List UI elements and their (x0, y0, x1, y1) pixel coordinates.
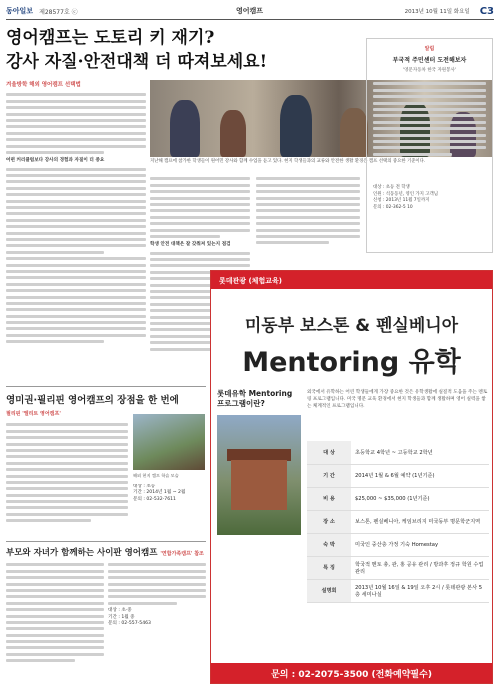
issue-number: 제28577호 ⓒ (39, 8, 78, 16)
article2-info-period: 기간 : 2014년 1월 ~ 2월 (133, 490, 186, 496)
article1-subtitle: 겨울방학 해외 영어캠프 선택법 (6, 82, 81, 88)
issue-date: 2013년 10월 11일 화요일 (404, 9, 470, 15)
article3-info-period: 기간 : 1월 중 (108, 614, 135, 620)
notice-subtitle: '영문자동차 한국 자원봉사' (402, 68, 457, 73)
article3-info-contact: 문의 : 02-557-5463 (108, 620, 151, 626)
page-number: C3 (479, 5, 494, 17)
headline-line-1: 영어캠프는 도토리 키 재기? (6, 28, 215, 48)
notice-body (373, 79, 486, 179)
table-row (307, 510, 489, 533)
ad-row-value: 2014년 1월 & 6월 예약 (1년기준) (351, 464, 489, 487)
table-row (307, 464, 489, 487)
table-row (307, 579, 489, 602)
article3-title (6, 546, 204, 558)
ad-row-key: 기 간 (307, 464, 351, 487)
camp-building-photo (133, 414, 205, 470)
article2-photo-caption: 해외 현지 캠프 학습 모습 (133, 473, 179, 478)
page-header (6, 4, 494, 18)
article2-title: 영미권·필리핀 영어캠프의 장점을 한 번에 (6, 395, 179, 406)
notice-info-apply: 신청 : 2013년 11월 7일까지 (373, 198, 430, 203)
table-row (307, 533, 489, 556)
ad-question: 롯데유학 Mentoring 프로그램이란? (217, 389, 293, 408)
ad-row-value: 미국인 중산층 가정 기숙 Homestay (351, 533, 489, 556)
ad-contact: 문의 : 02-2075-3500 (전화예약필수) (211, 663, 492, 683)
ad-headline-2: Mentoring 유학 (242, 347, 461, 378)
article3-info-target: 대상 : 초·중 (108, 608, 132, 614)
table-row (307, 556, 489, 579)
ad-campus-photo (217, 415, 301, 535)
article1-heading-2: 학생 안전 대책은 잘 갖춰져 있는지 점검 (150, 241, 231, 247)
notice-tag: 알림 (424, 46, 435, 52)
lotte-tour-ad (210, 270, 493, 684)
ad-row-key: 숙 박 (307, 533, 351, 556)
notice-info-target: 대상 : 초등 전 학생 (373, 185, 410, 190)
article2-subtitle: 필리핀 '엘리트 영어캠프' (6, 411, 61, 417)
section-divider (6, 386, 206, 387)
ad-row-key: 장 소 (307, 510, 351, 533)
article2-body (6, 420, 128, 542)
notice-title: 부국적 주민센터 도전해보자 (392, 57, 467, 64)
ad-row-value: $25,000 ~ $35,000 (1년기준) (351, 487, 489, 510)
ad-question-box (217, 389, 301, 535)
article3-column-2 (108, 560, 206, 685)
ad-info-table (307, 441, 489, 603)
article2-info-target: 대상 : 초등 (133, 484, 156, 489)
article1-column-1 (6, 90, 146, 380)
table-row (307, 441, 489, 464)
ad-company: 롯데관광 (체험교육) (211, 271, 492, 289)
section-name: 영어캠프 (236, 7, 264, 15)
ad-row-key: 특 징 (307, 556, 351, 579)
article3-subtitle: '연합가족캠프' 참조 (160, 551, 204, 557)
ad-intro: 외국에서 유학하는 어린 학생들에게 가장 중요한 것은 유학생활에 실질적 도움을 주는 멘토링 프로그램입니다. 미국 명문 교육 환경에서 현지 학생들과 함께 생활하며 영어 실력을 쌓는 체계적인 프로그램입니다. (307, 390, 488, 409)
header-rule (6, 19, 494, 20)
table-row (307, 487, 489, 510)
main-headline (6, 26, 306, 74)
ad-row-value: 2013년 10월 16일 & 19일 오후 2시 / 롯데관광 본사 5층 세미나실 (351, 579, 489, 602)
article3-column-1 (6, 560, 104, 685)
section-divider-2 (6, 541, 206, 542)
ad-row-key: 비 용 (307, 487, 351, 510)
headline-line-2: 강사 자질·안전대책 더 따져보세요! (6, 52, 268, 72)
notice-info-people: 인원 : 석동동년, 영인 가지 고객님 (373, 191, 438, 197)
article3-title-text: 부모와 자녀가 함께하는 사이판 영어캠프 (6, 548, 158, 558)
ad-row-value: 학국적 멘토 총, 관, 홍 공유 관리 / 방과후 정규 학원 수업 관리 (351, 556, 489, 579)
article1-heading-1: 어떤 커리큘럼보다 강사의 경험과 자질이 더 중요 (6, 157, 105, 163)
ad-row-value: 보스톤, 펜실베니아, 케임브리지 미국동부 명문학군지역 (351, 510, 489, 533)
notice-box (366, 38, 493, 253)
notice-info-contact: 문의 : 02-362-5 10 (373, 204, 413, 210)
ad-row-key: 설명회 (307, 579, 351, 602)
photo-caption: 지난해 캠프에 참가한 학생들이 원어민 강사와 함께 수업을 듣고 있다. 현지 학생들과의 교류와 안전한 생활 환경은 캠프 선택의 중요한 기준이다. (150, 159, 426, 164)
ad-headline-1: 미동부 보스톤 & 펜실베니아 (244, 316, 459, 336)
article2-info-contact: 문의 : 02-532-7611 (133, 496, 176, 502)
article2-info (133, 484, 205, 542)
newspaper-logo: 동아일보 (6, 7, 34, 15)
ad-row-value: 초등학교 4학년 ~ 고등학교 2학년 (351, 441, 489, 464)
ad-row-key: 대 상 (307, 441, 351, 464)
article1-column-3 (256, 174, 360, 264)
